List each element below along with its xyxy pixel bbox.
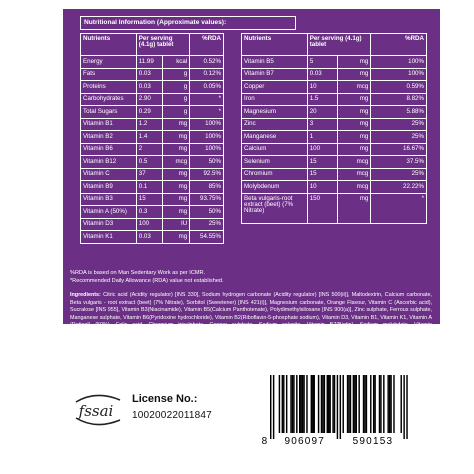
nutrient-name: Vitamin B3 — [81, 193, 137, 206]
barcode-bar — [374, 375, 375, 433]
nutrient-amount: 10 — [307, 181, 337, 194]
barcode-bar — [383, 375, 384, 433]
barcode-bar — [343, 375, 344, 433]
barcode-bar — [327, 375, 328, 433]
table-row — [242, 56, 427, 69]
nutrient-unit: g — [162, 93, 190, 106]
barcode-bar — [373, 375, 374, 433]
nutrient-rda: 100% — [190, 131, 224, 144]
barcode-bar — [340, 375, 341, 439]
table-row — [242, 193, 427, 223]
barcode-bar — [296, 375, 297, 433]
nutrient-name: Vitamin B1 — [81, 118, 137, 131]
nutrient-rda: 93.75% — [190, 193, 224, 206]
nutrient-name: Iron — [242, 93, 308, 106]
barcode-bar — [387, 375, 388, 433]
nutrient-amount: 0.1 — [136, 181, 162, 194]
note-line: %RDA is based on Man Sedentary Work as per ICMR. — [70, 270, 206, 276]
barcode-bar — [270, 375, 271, 439]
nutrient-rda: 0.52% — [190, 56, 224, 69]
nutrient-amount: 150 — [307, 193, 337, 223]
nutrient-amount: 15 — [136, 193, 162, 206]
nutrient-rda: 100% — [190, 118, 224, 131]
nutrient-rda: 37.5% — [371, 156, 427, 169]
nutrient-name: Total Sugars — [81, 106, 137, 119]
nutrient-name: Vitamin B6 — [81, 143, 137, 156]
nutrient-amount: 0.3 — [136, 206, 162, 219]
nutrient-unit: mcg — [337, 156, 371, 169]
table-row — [242, 131, 427, 144]
nutrient-rda: 0.12% — [190, 68, 224, 81]
nutrient-amount: 2.90 — [136, 93, 162, 106]
nutrient-rda: 25% — [371, 118, 427, 131]
nutrient-amount: 0.03 — [307, 68, 337, 81]
nutrient-amount: 1.4 — [136, 131, 162, 144]
nutrient-rda: * — [190, 93, 224, 106]
nutrient-unit: mg — [337, 143, 371, 156]
barcode-digits: 590153 — [352, 436, 394, 447]
barcode-bar — [337, 375, 338, 439]
nutrient-name: Vitamin A (50%) — [81, 206, 137, 219]
header-per-serving: Per serving (4.1g) tablet — [136, 34, 189, 56]
barcode-bar — [347, 375, 348, 433]
nutrient-unit: g — [162, 68, 190, 81]
nutrient-unit: mg — [337, 193, 371, 223]
ingredients-label: Ingredients: — [70, 292, 101, 298]
nutrient-name: Energy — [81, 56, 137, 69]
table-header-row — [242, 34, 427, 56]
barcode-bar — [292, 375, 293, 433]
table-row — [81, 118, 224, 131]
nutrient-rda: 50% — [190, 206, 224, 219]
barcode-bar — [286, 375, 287, 433]
nutrient-amount: 0.5 — [136, 156, 162, 169]
nutrient-unit: mcg — [337, 168, 371, 181]
nutrient-unit: mg — [162, 118, 190, 131]
barcode-bar — [290, 375, 291, 433]
nutrient-amount: 3 — [307, 118, 337, 131]
barcode-bar — [363, 375, 364, 433]
barcode-bar — [380, 375, 381, 433]
nutrient-rda: 92.5% — [190, 168, 224, 181]
barcode-bar — [366, 375, 367, 433]
nutrient-unit: mg — [337, 118, 371, 131]
nutrient-rda: 50% — [190, 156, 224, 169]
barcode-bar — [354, 375, 355, 433]
nutrient-unit: mg — [162, 168, 190, 181]
nutrient-name: Molybdenum — [242, 181, 308, 194]
nutrient-unit: mg — [162, 181, 190, 194]
table-row — [242, 106, 427, 119]
barcode-bar — [334, 375, 335, 433]
barcode-bar — [353, 375, 354, 433]
nutrient-unit: mg — [162, 143, 190, 156]
table-row — [81, 106, 224, 119]
barcode-digits: 906097 — [284, 436, 326, 447]
table-row — [242, 93, 427, 106]
table-row — [81, 93, 224, 106]
table-row — [242, 168, 427, 181]
barcode-bar — [348, 375, 349, 433]
barcode-bar — [283, 375, 284, 433]
nutrient-rda: 25% — [371, 168, 427, 181]
nutrient-rda: 100% — [190, 143, 224, 156]
table-row — [81, 181, 224, 194]
nutrient-unit: mg — [337, 131, 371, 144]
barcode-bar — [358, 375, 359, 433]
header-rda: %RDA — [190, 34, 224, 56]
nutrient-name: Zinc — [242, 118, 308, 131]
nutrient-rda: 85% — [190, 181, 224, 194]
barcode-bar — [306, 375, 307, 433]
barcode — [258, 373, 413, 448]
nutrient-name: Vitamin B7 — [242, 68, 308, 81]
nutrient-unit: mg — [337, 68, 371, 81]
table-row — [81, 206, 224, 219]
barcode-bar — [318, 375, 319, 433]
nutrient-name: Magnesium — [242, 106, 308, 119]
barcode-bar — [403, 375, 404, 439]
table-row — [242, 81, 427, 94]
barcode-bar — [303, 375, 304, 433]
table-row — [242, 156, 427, 169]
nutrient-unit: mcg — [337, 81, 371, 94]
nutrient-amount: 0.03 — [136, 231, 162, 244]
panel-title: Nutritional Information (Approximate values): — [80, 16, 296, 30]
table-row — [81, 193, 224, 206]
header-nutrients: Nutrients — [242, 34, 308, 56]
barcode-bar — [401, 375, 402, 433]
nutrient-unit: mcg — [162, 156, 190, 169]
barcode-bar — [299, 375, 300, 433]
table-row — [242, 68, 427, 81]
nutrient-unit: kcal — [162, 56, 190, 69]
nutrient-name: Calcium — [242, 143, 308, 156]
nutrient-name: Vitamin C — [81, 168, 137, 181]
nutrient-name: Selenium — [242, 156, 308, 169]
nutrient-name: Copper — [242, 81, 308, 94]
table-row — [81, 68, 224, 81]
ingredients-list: Citric acid (Acidity regulator) [INS 330], Sodium hydrogen carbonate (Acidity regulator) [INS 500(ii)], Maltodextrin, Calcium carbonate, Beta vulgaris - root extract (beet) (7% Nitrate), Sorbitol (Sweetener) [INS 421(i)], Magnesium carbonate, Orange Flavour, Vitamin C (Ascorbic acid), Sucralose [INS 955], Vitamin B3(Niacinamide), Vitamin B5(Calcium Panthotenate), Polydimethylsiloxane [INS 900(a)], Zinc sulphate, Ferrous sulphate, Manganese sulphate, Vitamin B6(Pyridoxine hydrochloride), Vitamin B2(Riboflavin-5-phosphate sodium), Vitamin D3, Vitamin B1, Vitamin K1, Vitamin A (Retinol) (50%), Folic acid, Chromium trisulphate, Copper sulphate, Sodium selenite, Vitamin B7(Biotin), Sodium molybdate, Vitamin B12(Cyanocobalamin). — [70, 292, 433, 336]
table-row — [242, 181, 427, 194]
barcode-bar — [328, 375, 329, 433]
nutrient-rda: 100% — [371, 56, 427, 69]
barcode-bar — [302, 375, 303, 433]
barcode-bar — [322, 375, 323, 433]
nutrient-rda: 8.82% — [371, 93, 427, 106]
barcode-bar — [279, 375, 280, 433]
nutrition-table-right — [241, 33, 427, 224]
barcode-digits: 8 — [261, 436, 269, 447]
barcode-bar — [393, 375, 394, 433]
nutrient-unit: mg — [337, 56, 371, 69]
nutrient-amount: 2 — [136, 143, 162, 156]
nutrient-rda: 5.88% — [371, 106, 427, 119]
nutrient-amount: 1 — [307, 131, 337, 144]
nutrition-panel — [63, 9, 440, 336]
table-row — [242, 143, 427, 156]
nutrient-rda: * — [371, 193, 427, 223]
barcode-bar — [311, 375, 312, 433]
nutrient-unit: IU — [162, 218, 190, 231]
nutrient-amount: 0.03 — [136, 81, 162, 94]
barcode-bar — [293, 375, 294, 433]
nutrient-amount: 100 — [136, 218, 162, 231]
nutrient-rda: 25% — [190, 218, 224, 231]
nutrient-name: Vitamin B12 — [81, 156, 137, 169]
nutrient-unit: mcg — [337, 181, 371, 194]
nutrient-name: Vitamin B9 — [81, 181, 137, 194]
nutrient-name: Vitamin D3 — [81, 218, 137, 231]
barcode-bar — [282, 375, 283, 433]
nutrient-unit: mg — [162, 231, 190, 244]
barcode-bar — [314, 375, 315, 433]
nutrient-name: Vitamin B5 — [242, 56, 308, 69]
nutrient-unit: mg — [337, 106, 371, 119]
table-row — [81, 81, 224, 94]
rda-notes — [70, 269, 430, 285]
table-row — [81, 131, 224, 144]
barcode-bar — [379, 375, 380, 433]
header-rda: %RDA — [371, 34, 427, 56]
nutrient-name: Vitamin B2 — [81, 131, 137, 144]
header-per-serving: Per serving (4.1g) tablet — [307, 34, 371, 56]
nutrient-amount: 0.03 — [136, 68, 162, 81]
nutrient-unit: g — [162, 106, 190, 119]
barcode-bar — [312, 375, 313, 433]
nutrient-rda: * — [190, 106, 224, 119]
nutrient-amount: 37 — [136, 168, 162, 181]
barcode-bar — [324, 375, 325, 433]
barcode-bar — [329, 375, 330, 433]
table-row — [81, 143, 224, 156]
nutrient-amount: 20 — [307, 106, 337, 119]
nutrient-name: Chromium — [242, 168, 308, 181]
table-header-row — [81, 34, 224, 56]
nutrient-rda: 0.05% — [190, 81, 224, 94]
nutrient-rda: 25% — [371, 131, 427, 144]
nutrition-table-left — [80, 33, 224, 244]
barcode-bar — [389, 375, 390, 433]
nutrient-amount: 15 — [307, 168, 337, 181]
header-nutrients: Nutrients — [81, 34, 137, 56]
barcode-bar — [273, 375, 274, 439]
nutrient-unit: mg — [337, 93, 371, 106]
nutrient-amount: 1.2 — [136, 118, 162, 131]
nutrient-name: Vitamin K1 — [81, 231, 137, 244]
nutrient-rda: 16.67% — [371, 143, 427, 156]
nutrient-amount: 10 — [307, 81, 337, 94]
nutrient-unit: mg — [162, 206, 190, 219]
table-row — [81, 56, 224, 69]
nutrient-name: Proteins — [81, 81, 137, 94]
note-line: *Recommended Daily Allowance (RDA) value not established. — [70, 278, 224, 284]
license-label: License No.: — [132, 393, 198, 405]
barcode-bar — [300, 375, 301, 433]
barcode-bar — [390, 375, 391, 433]
license-number: 10020022011847 — [132, 410, 212, 421]
barcode-bar — [350, 375, 351, 433]
nutrient-name: Beta vulgaris-root extract (beet) (7% Nitrate) — [242, 193, 308, 223]
nutrient-rda: 100% — [371, 68, 427, 81]
nutrient-name: Fats — [81, 68, 137, 81]
barcode-bar — [370, 375, 371, 433]
fssai-logo-text: fssai — [78, 402, 114, 420]
nutrient-unit: mg — [162, 131, 190, 144]
nutrient-amount: 11.99 — [136, 56, 162, 69]
nutrient-amount: 0.29 — [136, 106, 162, 119]
nutrient-amount: 100 — [307, 143, 337, 156]
nutrient-amount: 15 — [307, 156, 337, 169]
nutrient-unit: mg — [162, 193, 190, 206]
nutrient-amount: 1.5 — [307, 93, 337, 106]
table-row — [242, 118, 427, 131]
barcode-bar — [332, 375, 333, 433]
table-row — [81, 168, 224, 181]
nutrient-amount: 5 — [307, 56, 337, 69]
nutrient-name: Manganese — [242, 131, 308, 144]
barcode-bar — [406, 375, 407, 439]
fssai-logo — [66, 388, 126, 436]
table-row — [81, 231, 224, 244]
table-row — [81, 218, 224, 231]
nutrient-name: Carbohydrates — [81, 93, 137, 106]
nutrient-rda: 54.55% — [190, 231, 224, 244]
barcode-bar — [356, 375, 357, 433]
barcode-bar — [321, 375, 322, 433]
nutrient-unit: g — [162, 81, 190, 94]
table-row — [81, 156, 224, 169]
nutrient-rda: 22.22% — [371, 181, 427, 194]
barcode-bar — [364, 375, 365, 433]
ingredients-text — [70, 292, 432, 338]
nutrient-rda: 0.59% — [371, 81, 427, 94]
